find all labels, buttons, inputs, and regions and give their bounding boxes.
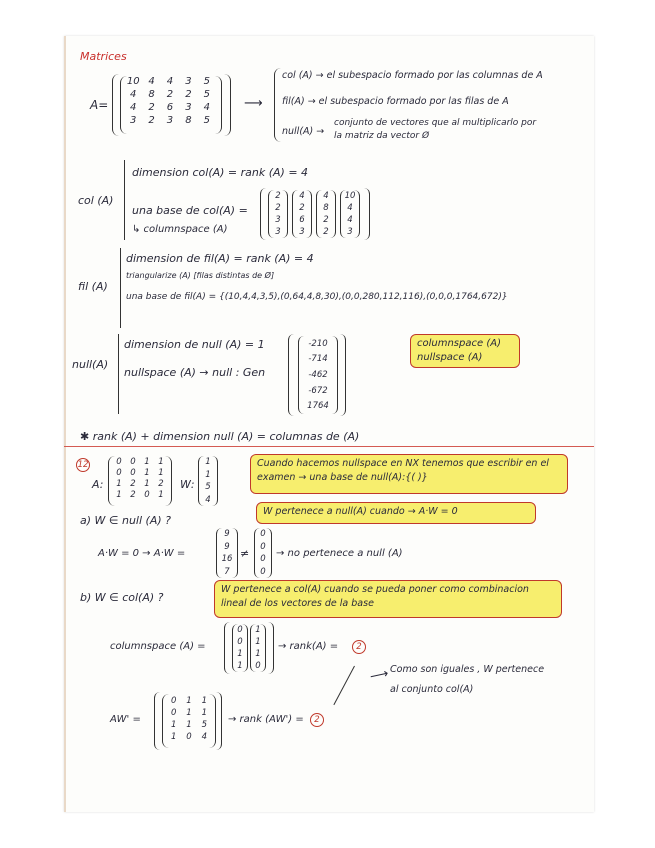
null-nullspace: nullspace (A) → null : Gen bbox=[124, 366, 266, 379]
ex-matrix-cell: 2 bbox=[158, 479, 164, 489]
page-title: Matrices bbox=[80, 50, 127, 63]
aw-prime-cell: 0 bbox=[170, 708, 177, 718]
left-brace bbox=[112, 74, 119, 136]
col-base-entry: 4 bbox=[323, 191, 329, 201]
col-base-entry: 4 bbox=[299, 191, 305, 201]
arrow-icon: ⟶ bbox=[244, 96, 263, 111]
null-brace-left bbox=[288, 334, 294, 416]
col-base-entry: 2 bbox=[323, 227, 329, 237]
col-base-vector bbox=[268, 190, 288, 238]
fil-base: una base de fil(A) = {(10,4,4,3,5),(0,64,4,8,30),(0,0,280,112,116),(0,0,0,1764,672)} bbox=[126, 292, 508, 302]
col-section-label: col (A) bbox=[78, 194, 114, 207]
aw-prime-cell: 1 bbox=[170, 720, 177, 730]
def-col: col (A) → el subespacio formado por las columnas de A bbox=[282, 70, 543, 81]
right-brace bbox=[224, 74, 231, 136]
columnspace-label: columnspace (A) = bbox=[110, 641, 206, 652]
aw-prime-cell: 1 bbox=[201, 696, 208, 706]
columnspace-entry: 1 bbox=[255, 637, 261, 647]
null-section-bar bbox=[118, 334, 119, 414]
zero-vector-entry: 0 bbox=[260, 554, 266, 565]
ex-matrix-cell: 1 bbox=[116, 479, 122, 489]
matrix-a-cell: 3 bbox=[185, 76, 192, 87]
aw-rank-label: → rank (AW') = bbox=[228, 714, 304, 725]
def-fil: fil(A) → el subespacio formado por las filas de A bbox=[282, 96, 509, 107]
ex-matrix-cell: 2 bbox=[130, 490, 136, 500]
aw-prime-cell: 1 bbox=[170, 732, 177, 742]
matrix-a-cell: 5 bbox=[203, 89, 210, 100]
null-vector-entry: 1764 bbox=[307, 401, 329, 412]
ex-matrix-cell: 1 bbox=[144, 479, 150, 489]
columnspace-entry: 0 bbox=[255, 661, 261, 671]
col-base-brace-left bbox=[260, 188, 266, 240]
matrix-a-cell: 4 bbox=[148, 76, 155, 87]
awp-brace-left bbox=[154, 692, 160, 750]
col-base-entry: 8 bbox=[323, 203, 329, 213]
ex-matrix-cell: 1 bbox=[144, 457, 150, 467]
spaces-highlight-box bbox=[410, 334, 520, 368]
matrix-a-cell: 4 bbox=[130, 89, 137, 100]
col-base-entry: 4 bbox=[347, 215, 353, 225]
aw-prime-label: AW' = bbox=[110, 714, 141, 725]
ex-matrix-cell: 0 bbox=[116, 457, 122, 467]
ex-w-vector bbox=[198, 456, 218, 506]
ex-matrix-cell: 1 bbox=[158, 457, 164, 467]
matrix-a-cell: 5 bbox=[203, 76, 210, 87]
aw-prime-cell: 4 bbox=[201, 732, 208, 742]
ex-matrix-cell: 0 bbox=[130, 457, 136, 467]
not-in-null: → no pertenece a null (A) bbox=[276, 548, 403, 559]
col-base-entry: 2 bbox=[275, 203, 281, 213]
section-divider bbox=[64, 446, 594, 447]
col-base-vector bbox=[316, 190, 336, 238]
columnspace-vector bbox=[250, 624, 266, 672]
matrix-a-cell: 8 bbox=[148, 89, 155, 100]
def-null-line1: conjunto de vectores que al multiplicarlo por bbox=[334, 118, 537, 128]
matrix-a-cell: 4 bbox=[130, 102, 137, 113]
def-null-line2: la matriz da vector Ø bbox=[334, 131, 430, 141]
columnspace-entry: 1 bbox=[255, 625, 261, 635]
conclusion-arrow-icon: ⟶ bbox=[368, 666, 390, 685]
ex-matrix-cell: 0 bbox=[130, 468, 136, 478]
null-dimension: dimension de null (A) = 1 bbox=[124, 338, 265, 351]
matrix-a-cell: 2 bbox=[166, 89, 174, 100]
col-dimension: dimension col(A) = rank (A) = 4 bbox=[132, 166, 309, 179]
col-base-entry: 2 bbox=[323, 215, 329, 225]
fil-section-bar bbox=[120, 248, 121, 328]
col-base-entry: 2 bbox=[275, 191, 281, 201]
aw-prime-matrix bbox=[166, 696, 212, 742]
null-vector-entry: -462 bbox=[308, 369, 328, 380]
zero-vector-entry: 0 bbox=[260, 541, 266, 552]
aw-result-entry: 7 bbox=[224, 566, 230, 577]
fil-section-label: fil (A) bbox=[78, 280, 108, 293]
columnspace-entry: 0 bbox=[237, 625, 243, 635]
col-base-entry: 3 bbox=[275, 227, 281, 237]
aw-prime-cell: 1 bbox=[186, 696, 192, 706]
null-vector-entry: -210 bbox=[308, 338, 328, 349]
ex-matrix-cell: 1 bbox=[158, 490, 164, 500]
columnspace-vector bbox=[232, 624, 248, 672]
aw-result-entry: 16 bbox=[221, 554, 233, 565]
matrix-a-cell: 6 bbox=[166, 102, 174, 113]
zero-vector-entry: 0 bbox=[260, 529, 266, 540]
aw-result-vector bbox=[216, 528, 238, 578]
conclusion-line1: Como son iguales , W pertenece bbox=[390, 664, 545, 675]
aw-prime-cell: 0 bbox=[186, 732, 192, 742]
columnspace-entry: 1 bbox=[237, 649, 243, 659]
col-base-vector bbox=[340, 190, 360, 238]
cs-brace-right bbox=[268, 622, 274, 674]
cs-rank-label: → rank(A) = bbox=[278, 641, 339, 652]
col-condition-box: W pertenece a col(A) cuando se pueda poner como combinacion lineal de los vectores de la base bbox=[214, 580, 562, 618]
null-vector bbox=[298, 336, 338, 414]
ex-matrix-cell: 1 bbox=[116, 490, 122, 500]
cs-rank-value: 2 bbox=[352, 640, 366, 654]
nullspace-tip-box: Cuando hacemos nullspace en NX tenemos que escribir en el examen → una base de null(A):{( )} bbox=[250, 454, 568, 494]
col-section-bar bbox=[124, 160, 125, 240]
ex-w-label: W: bbox=[180, 478, 195, 491]
part-a-question: a) W ∈ null (A) ? bbox=[80, 514, 171, 527]
ex-w-entry: 1 bbox=[205, 457, 211, 468]
columnspace-entry: 1 bbox=[237, 661, 243, 671]
matrix-a-cell: 2 bbox=[148, 102, 155, 113]
def-null-label: null(A) → bbox=[282, 126, 325, 137]
aw-rank-value: 2 bbox=[310, 713, 324, 727]
aw-result-entry: 9 bbox=[224, 541, 230, 552]
ex-matrix-cell: 1 bbox=[158, 468, 164, 478]
matrix-a bbox=[124, 76, 216, 126]
aw-prime-cell: 5 bbox=[201, 720, 208, 730]
aw-prime-cell: 1 bbox=[186, 708, 192, 718]
matrix-a-cell: 4 bbox=[203, 102, 210, 113]
null-vector-entry: -714 bbox=[308, 354, 328, 365]
col-base-vector bbox=[292, 190, 312, 238]
matrix-a-label: A= bbox=[90, 98, 109, 112]
box-nullspace: nullspace (A) bbox=[417, 351, 483, 363]
fil-triangularize: triangularize (A) [filas distintas de Ø] bbox=[126, 271, 275, 280]
matrix-a-cell: 3 bbox=[166, 115, 174, 126]
null-section-label: null(A) bbox=[72, 358, 109, 371]
box-columnspace: columnspace (A) bbox=[417, 338, 501, 349]
matrix-a-cell: 2 bbox=[185, 89, 192, 100]
col-base-entry: 10 bbox=[344, 191, 356, 201]
aw-computation: A·W = 0 → A·W = bbox=[98, 548, 186, 559]
ex-w-entry: 5 bbox=[205, 482, 211, 493]
ex-matrix bbox=[112, 457, 168, 500]
null-brace-right bbox=[340, 334, 346, 416]
matrix-a-cell: 8 bbox=[185, 115, 192, 126]
ex-matrix-cell: 0 bbox=[144, 490, 150, 500]
matrix-a-cell: 2 bbox=[148, 115, 155, 126]
rank-nullity-note: ✱ rank (A) + dimension null (A) = columnas de (A) bbox=[80, 430, 360, 443]
definitions-brace bbox=[274, 68, 281, 142]
exercise-number: 12 bbox=[77, 460, 89, 470]
ex-matrix-cell: 1 bbox=[144, 468, 150, 478]
columnspace-entry: 1 bbox=[255, 649, 261, 659]
aw-result-entry: 9 bbox=[224, 529, 230, 540]
columnspace-entry: 0 bbox=[237, 637, 243, 647]
fil-dimension: dimension de fil(A) = rank (A) = 4 bbox=[126, 252, 314, 265]
conclusion-line2: al conjunto col(A) bbox=[390, 684, 474, 695]
ex-w-entry: 4 bbox=[205, 494, 211, 505]
col-base: una base de col(A) = bbox=[132, 204, 248, 217]
cs-brace-left bbox=[224, 622, 230, 674]
matrix-a-cell: 3 bbox=[130, 115, 137, 126]
aw-prime-cell: 1 bbox=[186, 720, 192, 730]
ex-w-entry: 1 bbox=[205, 469, 211, 480]
null-condition-box: W pertenece a null(A) cuando → A·W = 0 bbox=[256, 502, 536, 524]
col-base-entry: 6 bbox=[299, 215, 305, 225]
part-b-question: b) W ∈ col(A) ? bbox=[80, 591, 164, 604]
col-base-entry: 3 bbox=[347, 227, 353, 237]
matrix-a-cell: 3 bbox=[185, 102, 192, 113]
matrix-a-cell: 4 bbox=[166, 76, 174, 87]
ex-matrix-cell: 0 bbox=[116, 468, 122, 478]
zero-vector-entry: 0 bbox=[260, 566, 266, 577]
aw-prime-cell: 0 bbox=[170, 696, 177, 706]
col-base-entry: 3 bbox=[275, 215, 281, 225]
notebook-page bbox=[64, 36, 594, 812]
matrix-a-cell: 5 bbox=[203, 115, 210, 126]
col-base-entry: 2 bbox=[299, 203, 305, 213]
ex-matrix-cell: 2 bbox=[130, 479, 136, 489]
aw-prime-cell: 1 bbox=[201, 708, 208, 718]
conclusion-connector bbox=[333, 666, 355, 705]
col-base-brace-right bbox=[364, 188, 370, 240]
not-equal-sign: ≠ bbox=[240, 547, 250, 560]
null-vector-entry: -672 bbox=[308, 385, 328, 396]
matrix-a-cell: 10 bbox=[126, 76, 140, 87]
zero-vector bbox=[254, 528, 272, 578]
col-columnspace: ↳ columnspace (A) bbox=[132, 224, 228, 235]
col-base-entry: 4 bbox=[347, 203, 353, 213]
col-base-entry: 3 bbox=[299, 227, 305, 237]
ex-matrix-label: A: bbox=[92, 478, 104, 491]
awp-brace-right bbox=[216, 692, 222, 750]
